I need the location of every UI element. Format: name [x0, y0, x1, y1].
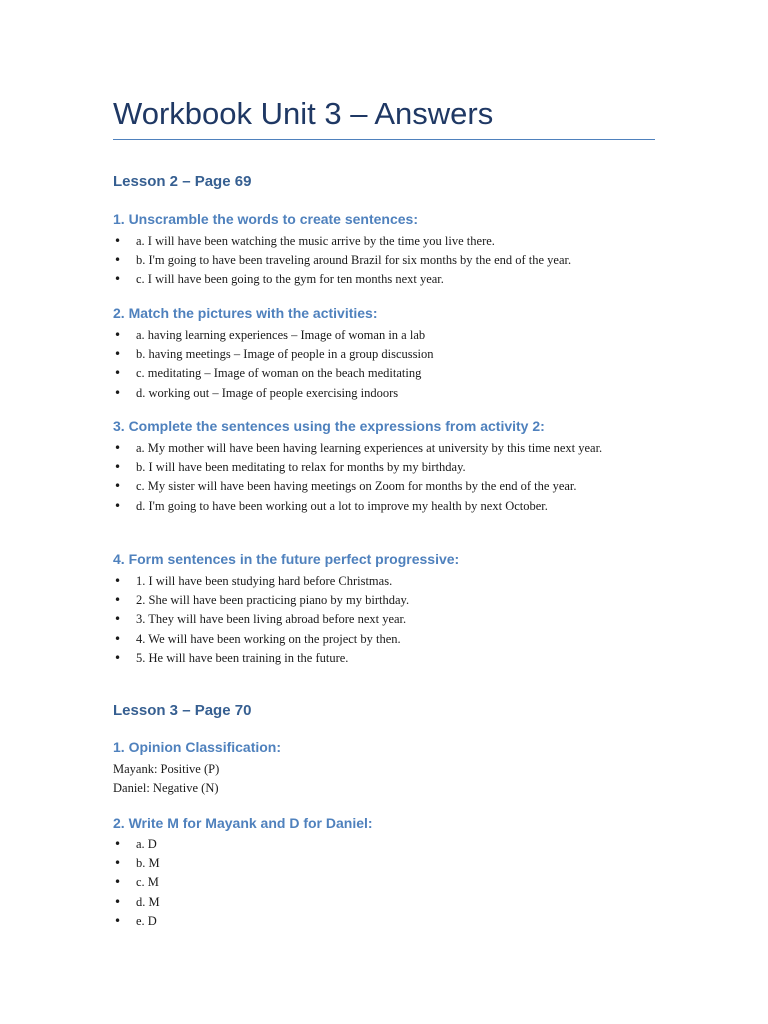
l3-write-list — [113, 835, 658, 931]
l3-write-heading: 2. Write M for Mayank and D for Daniel: — [113, 815, 373, 831]
list-item: • c. meditating – Image of woman on the beach meditating — [113, 364, 658, 383]
list-item: • d. M — [113, 893, 658, 912]
list-item: • 4. We will have been working on the project by then. — [113, 630, 658, 649]
list-item: • a. My mother will have been having learning experiences at university by this time next year. — [113, 439, 658, 458]
list-item: • a. D — [113, 835, 658, 854]
l2-section-4-list — [113, 572, 658, 668]
list-item: • a. I will have been watching the music arrive by the time you live there. — [113, 232, 658, 251]
l2-section-3-heading: 3. Complete the sentences using the expressions from activity 2: — [113, 418, 545, 434]
lesson-2-heading: Lesson 2 – Page 69 — [113, 173, 252, 190]
list-item: • c. I will have been going to the gym for ten months next year. — [113, 270, 658, 289]
opinion-line-daniel: Daniel: Negative (N) — [113, 781, 219, 795]
list-item: • a. having learning experiences – Image of woman in a lab — [113, 326, 658, 345]
l2-section-3-list — [113, 439, 658, 516]
document-title: Workbook Unit 3 – Answers — [113, 96, 494, 131]
opinion-line-mayank: Mayank: Positive (P) — [113, 762, 220, 776]
l3-opinion-heading: 1. Opinion Classification: — [113, 739, 282, 755]
list-item: • 5. He will have been training in the future. — [113, 649, 658, 668]
list-item: • d. working out – Image of people exercising indoors — [113, 384, 658, 403]
l2-section-2-heading: 2. Match the pictures with the activities: — [113, 305, 378, 321]
list-item: • b. having meetings – Image of people in a group discussion — [113, 345, 658, 364]
l2-section-1-list — [113, 232, 658, 290]
list-item: • 2. She will have been practicing piano by my birthday. — [113, 591, 658, 610]
l2-section-4-heading: 4. Form sentences in the future perfect progressive: — [113, 551, 460, 567]
list-item: • d. I'm going to have been working out a lot to improve my health by next October. — [113, 497, 658, 516]
list-item: • b. M — [113, 854, 658, 873]
list-item: • b. I will have been meditating to relax for months by my birthday. — [113, 458, 658, 477]
list-item: • 1. I will have been studying hard before Christmas. — [113, 572, 658, 591]
l2-section-2-list — [113, 326, 658, 403]
list-item: • c. M — [113, 873, 658, 892]
list-item: • c. My sister will have been having meetings on Zoom for months by the end of the year. — [113, 477, 658, 496]
lesson-3-heading: Lesson 3 – Page 70 — [113, 702, 252, 719]
list-item: • 3. They will have been living abroad before next year. — [113, 610, 658, 629]
list-item: • e. D — [113, 912, 658, 931]
title-underline — [113, 139, 655, 140]
l2-section-1-heading: 1. Unscramble the words to create sentences: — [113, 211, 418, 227]
list-item: • b. I'm going to have been traveling around Brazil for six months by the end of the year. — [113, 251, 658, 270]
